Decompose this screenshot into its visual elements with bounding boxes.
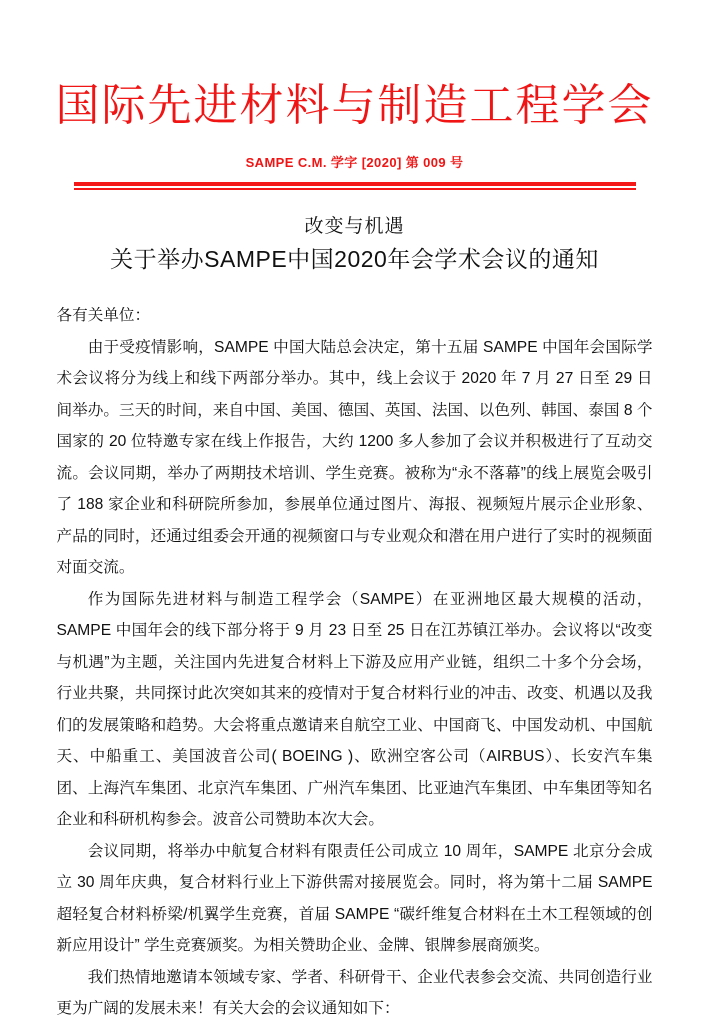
title-block	[0, 212, 709, 276]
subject-title: 改变与机遇	[304, 216, 405, 237]
body-paragraph-2: 作为国际先进材料与制造工程学会（SAMPE）在亚洲地区最大规模的活动，SAMPE 中国年会的线下部分将于 9 月 23 日至 25 日在江苏镇江举办。会议将以“改变与机遇”为主题，关注国内先进复合材料上下游及应用产业链，组织二十多个分会场，行业共聚，共同探讨此次突如其来的疫情对于复合材料行业的冲击、改变、机遇以及我们的发展策略和趋势。大会将重点邀请来自航空工业、中国商飞、中国发动机、中国航天、中船重工、美国波音公司( BOEING )、欧洲空客公司（AIRBUS）、长安汽车集团、上海汽车集团、北京汽车集团、广州汽车集团、比亚迪汽车集团、中车集团等知名企业和科研机构参会。波音公司赞助本次大会。	[56, 590, 653, 828]
organization-title: 国际先进材料与制造工程学会	[55, 81, 654, 130]
salutation: 各有关单位：	[56, 307, 151, 324]
letterhead	[0, 0, 709, 190]
body-paragraph-1: 由于受疫情影响，SAMPE 中国大陆总会决定，第十五届 SAMPE 中国年会国际学术会议将分为线上和线下两部分举办。其中，线上会议于 2020 年 7 月 27 日至 29 日间举办。三天的时间，来自中国、美国、德国、英国、法国、以色列、韩国、泰国 8 个国家的 20 位特邀专家在线上作报告，大约 1200 多人参加了会议并积极进行了互动交流。会议同期，举办了两期技术培训、学生竞赛。被称为“永不落幕”的线上展览会吸引了 188 家企业和科研院所参加，参展单位通过图片、海报、视频短片展示企业形象、产品的同时，还通过组委会开通的视频窗口与专业观众和潜在用户进行了实时的视频面对面交流。	[56, 338, 653, 576]
document-body	[57, 300, 653, 1025]
main-title: 关于举办SAMPE中国2020年会学术会议的通知	[110, 246, 599, 272]
body-paragraph-4: 我们热情地邀请本领域专家、学者、科研骨干、企业代表参会交流、共同创造行业更为广阔的发展未来！有关大会的会议通知如下：	[56, 968, 653, 1017]
red-double-rule	[74, 182, 636, 190]
rule-thin-line	[74, 188, 636, 190]
body-paragraph-3: 会议同期，将举办中航复合材料有限责任公司成立 10 周年，SAMPE 北京分会成立 30 周年庆典，复合材料行业上下游供需对接展览会。同时，将为第十二届 SAMPE 超轻复合材料桥梁/机翼学生竞赛，首届 SAMPE “碳纤维复合材料在土木工程领域的创新应用设计” 学生竞赛颁奖。为相关赞助企业、金牌、银牌参展商颁奖。	[56, 842, 653, 954]
document-number: SAMPE C.M. 学字 [2020] 第 009 号	[245, 155, 464, 170]
